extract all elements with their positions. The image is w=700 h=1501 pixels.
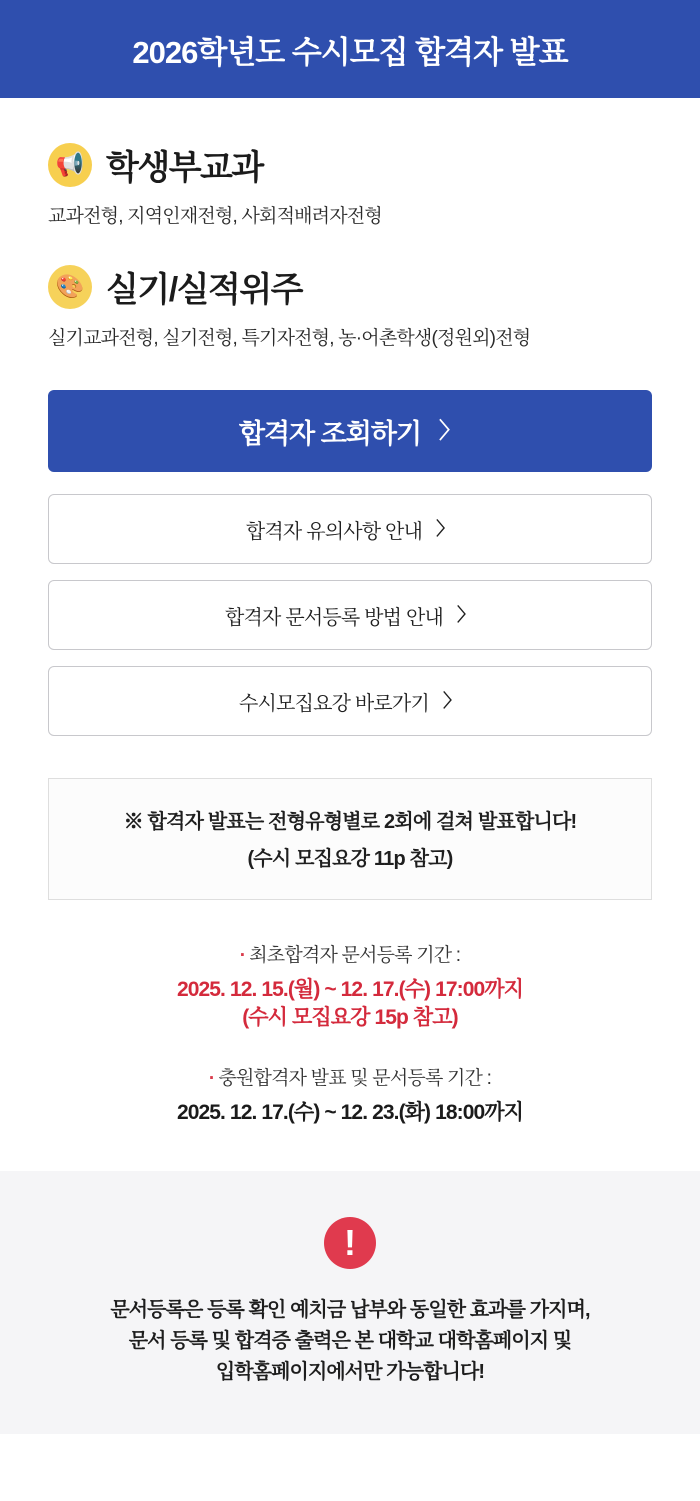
page-header [0, 0, 700, 98]
palette-icon: 🎨 [48, 265, 92, 309]
link-row-document-registration[interactable] [48, 580, 652, 650]
schedule-heading-text: 최초합격자 문서등록 기간 : [249, 945, 461, 966]
schedule-value [48, 1099, 652, 1127]
schedule-heading [48, 940, 652, 967]
admission-section-student-record [48, 140, 652, 228]
schedule-heading-text: 충원합격자 발표 및 문서등록 기간 : [218, 1067, 492, 1089]
link-label: 합격자 유의사항 안내 [245, 520, 423, 543]
info-link-list [48, 494, 652, 736]
check-results-button[interactable] [48, 390, 652, 472]
schedule-heading [48, 1063, 652, 1090]
footer-line-3: 입학홈페이지에서만 가능합니다! [215, 1361, 485, 1384]
section-subtitle: 실기교과전형, 실기전형, 특기자전형, 농·어촌학생(정원외)전형 [48, 328, 531, 349]
bullet-dot-icon: · [239, 945, 246, 966]
link-label: 합격자 문서등록 방법 안내 [225, 606, 443, 629]
link-row-admission-guide[interactable] [48, 666, 652, 736]
exclamation-circle-icon: ! [324, 1217, 376, 1269]
chevron-right-icon: 〉 [436, 519, 455, 539]
schedule-value-line-1: 2025. 12. 17.(수) ~ 12. 23.(화) 18:00까지 [176, 1100, 524, 1124]
notice-line-2: (수시 모집요강 11p 참고) [247, 848, 453, 870]
schedule-group-additional-pass [48, 1063, 652, 1127]
schedule-value-line-2: (수시 모집요강 15p 참고) [242, 1006, 458, 1030]
link-label: 수시모집요강 바로가기 [239, 692, 429, 715]
footer-warning [0, 1171, 700, 1434]
page-title: 2026학년도 수시모집 합격자 발표 [132, 34, 568, 70]
megaphone-icon: 📢 [48, 143, 92, 187]
main-content [0, 140, 700, 1127]
schedule-value-line-1: 2025. 12. 15.(월) ~ 12. 17.(수) 17:00까지 [176, 978, 524, 1001]
section-title: 학생부교과 [106, 149, 263, 187]
footer-line-1: 문서등록은 등록 확인 예치금 납부와 동일한 효과를 가지며, [110, 1299, 590, 1322]
footer-text [110, 1295, 589, 1388]
check-results-label: 합격자 조회하기 [238, 418, 422, 449]
section-header [48, 262, 652, 311]
section-subtitle: 교과전형, 지역인재전형, 사회적배려자전형 [48, 206, 382, 227]
chevron-right-icon: 〉 [442, 691, 461, 711]
footer-line-2: 문서 등록 및 합격증 출력은 본 대학교 대학홈페이지 및 [128, 1330, 572, 1353]
chevron-right-icon: 〉 [457, 605, 475, 625]
chevron-right-icon: 〉 [439, 418, 462, 443]
schedule-block [48, 940, 652, 1127]
section-title: 실기/실적위주 [106, 271, 303, 309]
notice-line-1: ※ 합격자 발표는 전형유형별로 2회에 걸쳐 발표합니다! [123, 811, 577, 833]
link-row-notice[interactable] [48, 494, 652, 564]
notice-box [48, 778, 652, 900]
admission-section-practical [48, 262, 652, 350]
bullet-dot-icon: · [208, 1067, 215, 1089]
schedule-value [48, 976, 652, 1033]
section-header [48, 140, 652, 189]
schedule-group-first-pass [48, 940, 652, 1033]
